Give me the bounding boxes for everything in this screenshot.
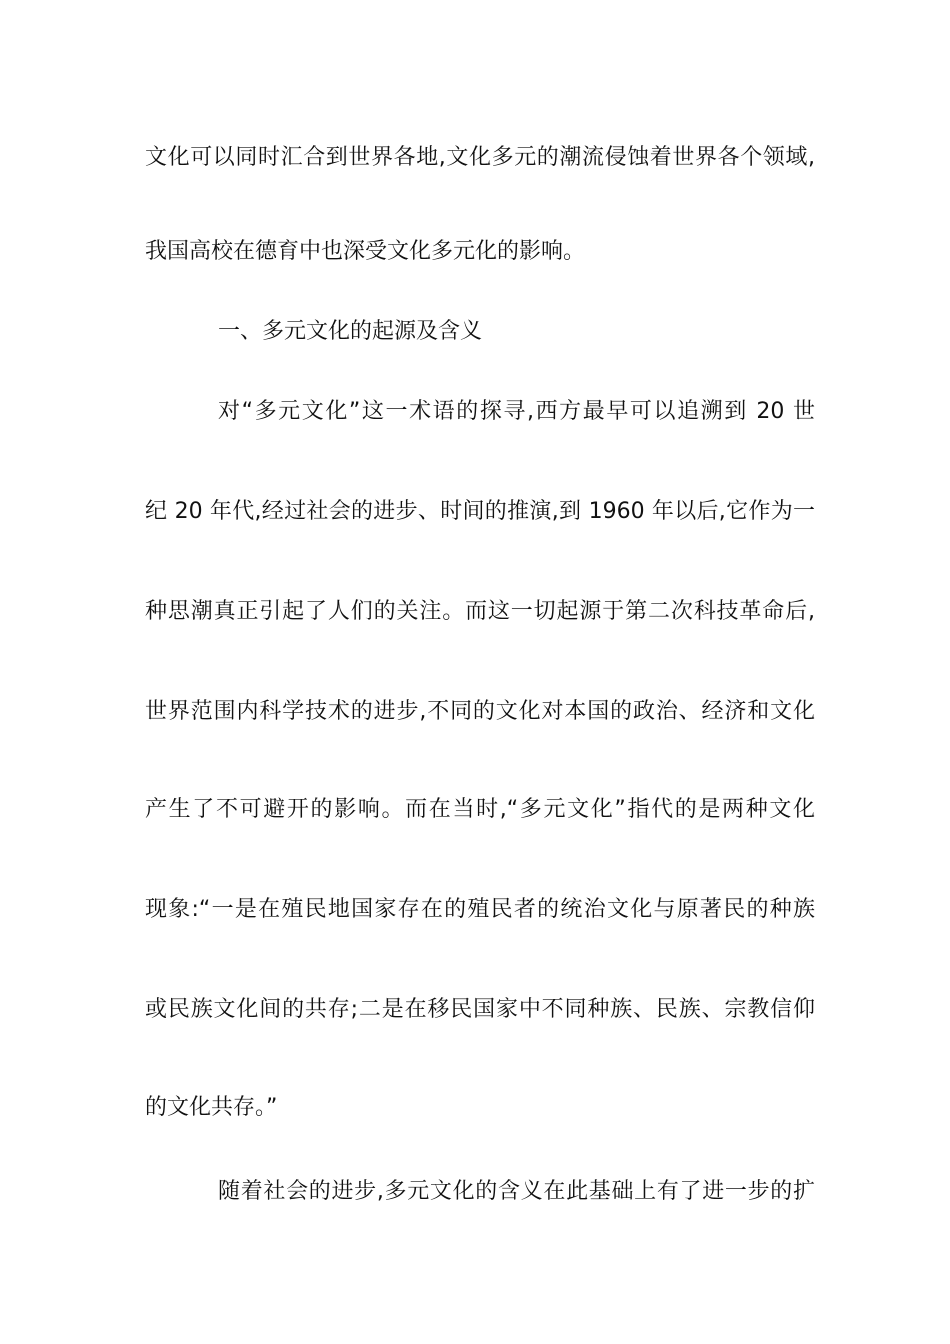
- paragraph-line-11: 随着社会的进步,多元文化的含义在此基础上有了进一步的扩: [218, 1179, 815, 1204]
- paragraph-line-2: 我国高校在德育中也深受文化多元化的影响。: [145, 239, 586, 264]
- paragraph-line-10: 的文化共存。”: [145, 1095, 278, 1120]
- paragraph-line-5: 种思潮真正引起了人们的关注。而这一切起源于第二次科技革命后,: [145, 599, 815, 624]
- paragraph-line-1: 文化可以同时汇合到世界各地,文化多元的潮流侵蚀着世界各个领域,: [145, 145, 815, 170]
- section-heading: 一、多元文化的起源及含义: [218, 319, 483, 344]
- paragraph-line-7: 产生了不可避开的影响。而在当时,“多元文化”指代的是两种文化: [145, 797, 815, 822]
- paragraph-line-4: 纪 20 年代,经过社会的进步、时间的推演,到 1960 年以后,它作为一: [145, 499, 815, 524]
- paragraph-line-9: 或民族文化间的共存;二是在移民国家中不同种族、民族、宗教信仰: [145, 997, 815, 1022]
- paragraph-line-8: 现象:“一是在殖民地国家存在的殖民者的统治文化与原著民的种族: [145, 897, 815, 922]
- paragraph-line-6: 世界范围内科学技术的进步,不同的文化对本国的政治、经济和文化: [145, 699, 815, 724]
- paragraph-line-3: 对“多元文化”这一术语的探寻,西方最早可以追溯到 20 世: [218, 399, 815, 424]
